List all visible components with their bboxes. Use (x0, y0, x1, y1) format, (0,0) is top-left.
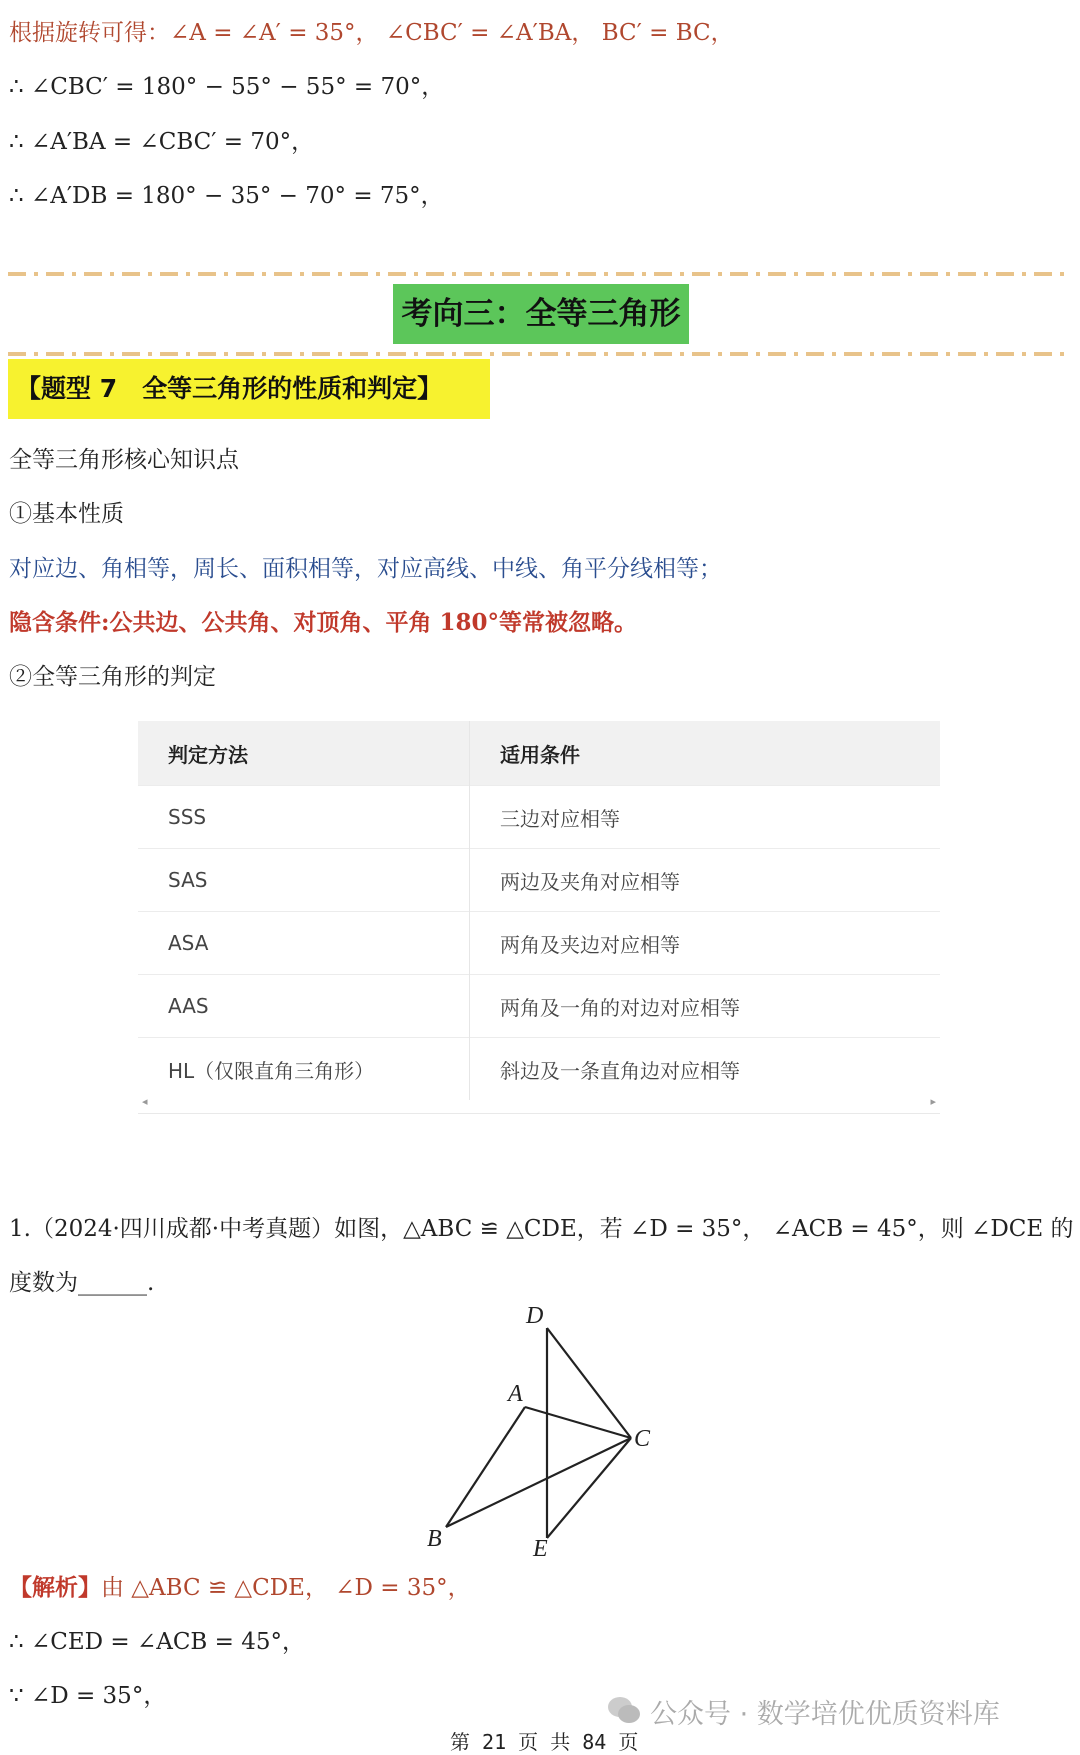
header-condition: 适用条件 (470, 721, 941, 786)
solution-tag: 【解析】 (9, 1574, 101, 1601)
cell-condition: 两边及夹角对应相等 (470, 849, 941, 912)
segment-bc (446, 1438, 631, 1527)
label-e: E (533, 1536, 548, 1560)
hidden-conditions-text: 隐含条件:公共边、公共角、对顶角、平角 180°等常被忽略。 (9, 609, 638, 636)
label-d: D (526, 1303, 544, 1329)
subheading-criteria: ②全等三角形的判定 (9, 664, 216, 690)
segment-ac (525, 1407, 631, 1438)
solution-text-1: 由 △ABC ≌ △CDE， ∠D = 35°， (101, 1575, 471, 1601)
table-row (138, 849, 940, 912)
cell-condition: 三边对应相等 (470, 786, 941, 849)
table-header-row (138, 721, 940, 786)
table-row (138, 975, 940, 1038)
criteria-table (138, 721, 940, 1100)
cell-condition: 斜边及一条直角边对应相等 (470, 1038, 941, 1101)
table-row (138, 786, 940, 849)
rotation-line: 根据旋转可得：∠A = ∠A′ = 35°， ∠CBC′ = ∠A′BA， BC′ = BC， (9, 20, 734, 46)
knowledge-heading: 全等三角形核心知识点 (9, 447, 239, 473)
watermark: 公众号 · 数学培优优质资料库 (650, 1699, 1000, 1730)
cell-method: HL（仅限直角三角形） (138, 1038, 470, 1101)
scroll-right-icon[interactable]: ▸ (930, 1095, 936, 1108)
segment-ec (547, 1438, 631, 1538)
header-method: 判定方法 (138, 721, 470, 786)
cell-condition: 两角及夹边对应相等 (470, 912, 941, 975)
triangle-figure (420, 1300, 680, 1560)
label-b: B (427, 1526, 442, 1552)
question-line-2: 度数为______. (9, 1270, 155, 1296)
segment-dc (547, 1328, 631, 1438)
cell-method: AAS (138, 975, 470, 1038)
wechat-icon (606, 1694, 642, 1726)
label-c: C (634, 1426, 651, 1452)
table-scrollbar[interactable] (138, 1091, 940, 1114)
cell-condition: 两角及一角的对边对应相等 (470, 975, 941, 1038)
solution-line-1 (9, 1569, 471, 1602)
page-footer: 第 21 页 共 84 页 (450, 1730, 639, 1754)
step-line-1: ∴ ∠CBC′ = 180° − 55° − 55° = 70°， (9, 74, 445, 100)
cell-method: SAS (138, 849, 470, 912)
subheading-properties: ①基本性质 (9, 501, 124, 527)
step-line-2: ∴ ∠A′BA = ∠CBC′ = 70°， (9, 129, 315, 155)
type-title: 【题型 7 全等三角形的性质和判定】 (8, 359, 490, 419)
label-a: A (508, 1381, 523, 1407)
cell-method: ASA (138, 912, 470, 975)
divider-bottom (8, 352, 1072, 356)
step-line-3: ∴ ∠A′DB = 180° − 35° − 70° = 75°， (9, 183, 444, 209)
cell-method: SSS (138, 786, 470, 849)
divider-top (8, 272, 1072, 276)
table-row (138, 912, 940, 975)
scroll-left-icon[interactable]: ◂ (142, 1095, 148, 1108)
solution-line-2: ∴ ∠CED = ∠ACB = 45°， (9, 1629, 305, 1655)
section-title: 考向三：全等三角形 (393, 284, 689, 344)
solution-line-3: ∵ ∠D = 35°， (9, 1683, 167, 1709)
question-line-1: 1.（2024·四川成都·中考真题）如图，△ABC ≌ △CDE，若 ∠D = 35°， ∠ACB = 45°，则 ∠DCE 的 (9, 1216, 1074, 1242)
properties-text: 对应边、角相等，周长、面积相等，对应高线、中线、角平分线相等； (9, 556, 722, 582)
